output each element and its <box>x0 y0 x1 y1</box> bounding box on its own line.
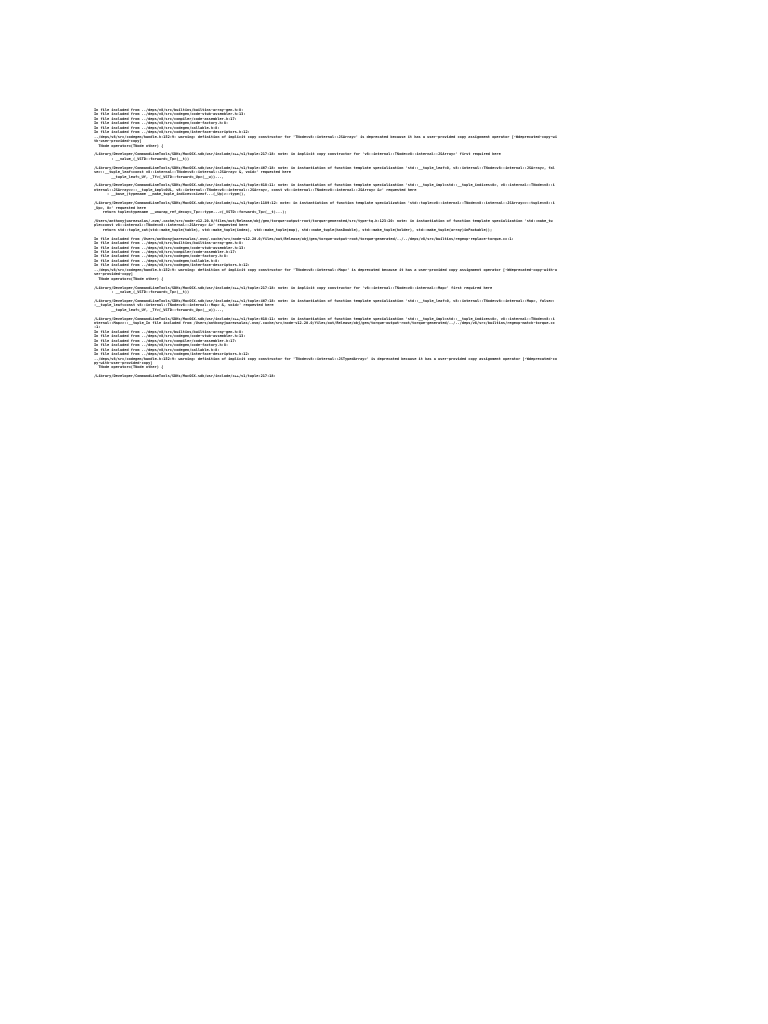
log-line: /Library/Developer/CommandLineTools/SDKs/MacOSX.sdk/usr/include/c++/v1/tuple:217:18: note: in implicit copy constructor for 'v8::internal::TNode<v8::internal::JSArray>' first required here <box>94 152 501 157</box>
log-line: /Library/Developer/CommandLineTools/SDKs/MacOSX.sdk/usr/include/c++/v1/tuple:1189:12: note: in instantiation of function template specialization 'std::tuple<v8::internal::TNode<v8::internal::JSArray>>::tuple<v8::i <box>94 201 555 206</box>
log-line: : __value_(_VSTD::forward<_Tp>(__t)) <box>94 289 190 294</box>
log-line: In file included from ../deps/v8/src/codegen/interface-descriptors.h:12: <box>94 130 250 135</box>
log-line: In file included from ../deps/v8/src/codegen/interface-descriptors.h:12: <box>94 352 250 357</box>
log-line: /Users/anthonyjuarezsalas/.nvm/.cache/src/node-v12.20.0/files/out/Release/obj/gen/torque-output-root/torque-generated/src/type-tq.h:123:20: note: in instantiation of function template specialization 'std::make_tu <box>94 218 553 223</box>
log-line: In file included from ../deps/v8/src/codegen/callable.h:8: <box>94 125 220 130</box>
log-line: In file included from ../deps/v8/src/compiler/code-assembler.h:17: <box>94 250 237 254</box>
log-line: In file included from ../deps/v8/src/codegen/callable.h:8: <box>94 347 220 352</box>
log-line: /Library/Developer/CommandLineTools/SDKs/MacOSX.sdk/usr/include/c++/v1/tuple:467:18: note: in instantiation of function template specialization 'std::__tuple_leaf<0, v8::internal::TNode<v8::internal::Map>, false>: <box>94 298 555 303</box>
log-line: nternal::JSArray>>::__tuple_impl<0UL, v8::internal::TNode<v8::internal::JSArray>, const v8::internal::TNode<v8::internal::JSArray> &>' requested here <box>94 187 417 192</box>
log-line: __tuple_leaf<_Uf, _Tf>(_VSTD::forward<_Up>(__u))..., <box>94 174 224 179</box>
build-log-text <box>94 108 674 379</box>
log-line: : __base_(typename __make_tuple_indices<sizeof...(_Up)>::type(), <box>94 192 246 197</box>
log-line: :__tuple_leaf<const v8::internal::TNode<v8::internal::Map> &, void>' requested here <box>94 303 274 308</box>
log-line: /Library/Developer/CommandLineTools/SDKs/MacOSX.sdk/usr/include/c++/v1/tuple:618:11: note: in instantiation of function template specialization 'std::__tuple_impl<std::__tuple_indices<0>, v8::internal::TNode<v8::i <box>94 316 555 321</box>
log-line: th-user-provided-copy] <box>94 139 142 144</box>
log-line: In file included from ../deps/v8/src/codegen/code-factory.h:8: <box>94 254 229 259</box>
log-line: In file included from ../deps/v8/src/codegen/code-factory.h:8: <box>94 343 229 348</box>
log-line: TNode operator=(TNode other) { <box>94 365 164 370</box>
log-line: In file included from ../deps/v8/src/builtins/builtins-array-gen.h:8: <box>94 241 244 246</box>
log-line: /Library/Developer/CommandLineTools/SDKs/MacOSX.sdk/usr/include/c++/v1/tuple:217:18: note: in implicit copy constructor for 'v8::internal::TNode<v8::internal::Map>' first required here <box>94 285 493 290</box>
log-line: TNode operator=(TNode other) { <box>94 276 164 281</box>
log-line: /Library/Developer/CommandLineTools/SDKs/MacOSX.sdk/usr/include/c++/v1/tuple:618:11: note: in instantiation of function template specialization 'std::__tuple_impl<std::__tuple_indices<0>, v8::internal::TNode<v8::i <box>94 183 555 188</box>
log-line: return tuple<typename __unwrap_ref_decay<_Tp>::type...>(_VSTD::forward<_Tp>(__t)...); <box>94 210 287 215</box>
log-line: In file included from ../deps/v8/src/compiler/code-assembler.h:17: <box>94 116 237 121</box>
log-line: In file included from ../deps/v8/src/builtins/builtins-array-gen.h:8: <box>94 329 244 334</box>
log-line: In file included from ../deps/v8/src/builtins/builtins-array-gen.h:8: <box>94 108 244 112</box>
log-line: se>::__tuple_leaf<const v8::internal::TNode<v8::internal::JSArray> &, void>' requested here <box>94 170 291 175</box>
log-line: In file included from ../deps/v8/src/compiler/code-assembler.h:17: <box>94 338 237 343</box>
log-line: In file included from ../deps/v8/src/codegen/interface-descriptors.h:12: <box>94 263 250 268</box>
log-line: /Library/Developer/CommandLineTools/SDKs/MacOSX.sdk/usr/include/c++/v1/tuple:217:18: <box>94 374 276 379</box>
log-line: _Up>, 0>' requested here <box>94 205 146 210</box>
log-line: nternal::Map>>::__tuple_In file included from /Users/anthonyjuarezsalas/.nvm/.cache/src/node-v12.20.0/files/out/Release/obj/gen/torque-output-root/torque-generated/../../deps/v8/src/builtins/regexp-match-torque.cc <box>94 321 555 325</box>
log-line: In file included from ../deps/v8/src/codegen/code-stub-assembler.h:13: <box>94 245 246 250</box>
log-line: /Library/Developer/CommandLineTools/SDKs/MacOSX.sdk/usr/include/c++/v1/tuple:467:18: note: in instantiation of function template specialization 'std::__tuple_leaf<0, v8::internal::TNode<v8::internal::JSArray>, fal <box>94 165 555 170</box>
log-line: ../deps/v8/src/codegen/handle.h:152:9: warning: definition of implicit copy constructor for 'TNode<v8::internal::JSArray>' is deprecated because it has a user-provided copy assignment operator [-Wdeprecated-copy-wi <box>94 134 558 139</box>
log-line: In file included from ../deps/v8/src/codegen/callable.h:8: <box>94 258 220 263</box>
log-line: __tuple_leaf<_Uf, _Tf>(_VSTD::forward<_Up>(__u))..., <box>94 307 224 312</box>
log-line: ser-provided-copy] <box>94 272 133 277</box>
log-line: ../deps/v8/src/codegen/handle.h:152:9: warning: definition of implicit copy constructor for 'TNode<v8::internal::JSTypedArray>' is deprecated because it has a user-provided copy assignment operator [-Wdeprecated-co <box>94 356 558 361</box>
log-line: In file included from /Users/anthonyjuarezsalas/.nvm/.cache/src/node-v12.20.0/files/out/Release/obj/gen/torque-output-root/torque-generated/../../deps/v8/src/builtins/regexp-replace-torque.cc:1: <box>94 236 514 241</box>
log-line: In file included from ../deps/v8/src/codegen/code-stub-assembler.h:13: <box>94 334 246 339</box>
log-line: py-with-user-provided-copy] <box>94 360 153 365</box>
log-line: TNode operator=(TNode other) { <box>94 143 164 148</box>
log-line: return std::tuple_cat(std::make_tuple(table), std::make_tuple(index), std::make_tuple(map), std::make_tuple(hasDouble), std::make_tuple(holder), std::make_tuple(array)inPackable)); <box>94 227 493 232</box>
log-line: :1: <box>94 325 101 330</box>
log-line: ../deps/v8/src/codegen/handle.h:152:9: warning: definition of implicit copy constructor for 'TNode<v8::internal::Map>' is deprecated because it has a user-provided copy assignment operator [-Wdeprecated-copy-with-u <box>94 267 558 272</box>
log-line: : __value_(_VSTD::forward<_Tp>(__t)) <box>94 156 190 161</box>
log-line: In file included from ../deps/v8/src/codegen/code-factory.h:8: <box>94 121 229 126</box>
log-line: ple<const v8::internal::TNode<v8::internal::JSArray> &>' requested here <box>94 223 248 228</box>
log-line: In file included from ../deps/v8/src/codegen/code-stub-assembler.h:13: <box>94 112 246 117</box>
